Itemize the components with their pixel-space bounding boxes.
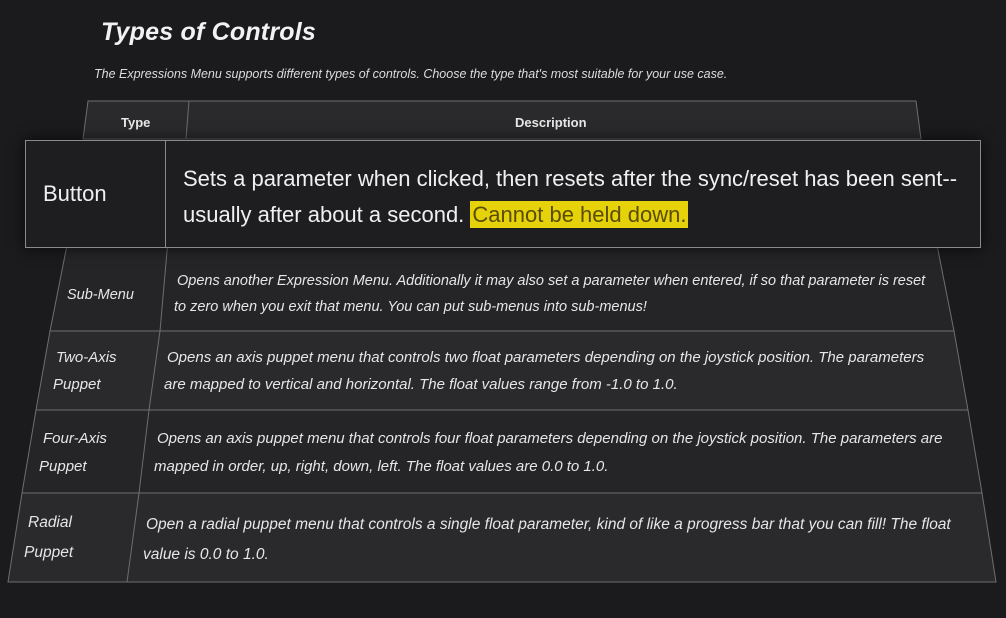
row-description-button [166,141,980,247]
row-type-two-axis-puppet: Two-Axis Puppet [53,349,117,393]
row-type-button: Button [26,141,166,247]
row-description-two-axis-puppet: Opens an axis puppet menu that controls two float parameters depending on the joystick position. The parameters are mapped to vertical and horizontal. The float values range from -1.0 to 1.0. [164,349,925,393]
highlighted-note: Cannot be held down. [472,202,687,227]
column-header-type: Type [121,115,151,130]
intro-text: The Expressions Menu supports different types of controls. Choose the type that's most suitable for your use case. [94,67,728,81]
row-type-four-axis-puppet: Four-Axis Puppet [39,430,107,475]
row-type-sub-menu: Sub-Menu [67,287,134,303]
button-description-text: Sets a parameter when clicked, then resets after the sync/reset has been sent-- usually after about a second. [183,166,958,227]
row-type-radial-puppet: Radial Puppet [24,514,74,561]
page-title: Types of Controls [101,18,316,46]
column-header-description: Description [515,115,587,130]
row-description-sub-menu: Opens another Expression Menu. Additionally it may also set a parameter when entered, if so that parameter is reset to zero when you exit that menu. You can put sub-menus into sub-menus! [174,273,926,315]
row-description-radial-puppet: Open a radial puppet menu that controls a single float parameter, kind of like a progress bar that you can fill! The float value is 0.0 to 1.0. [143,516,951,563]
button-row-callout [25,140,981,248]
row-description-four-axis-puppet: Opens an axis puppet menu that controls four float parameters depending on the joystick position. The parameters are mapped in order, up, right, down, left. The float values are 0.0 to 1.0. [154,430,943,475]
table-header-row [83,101,921,139]
